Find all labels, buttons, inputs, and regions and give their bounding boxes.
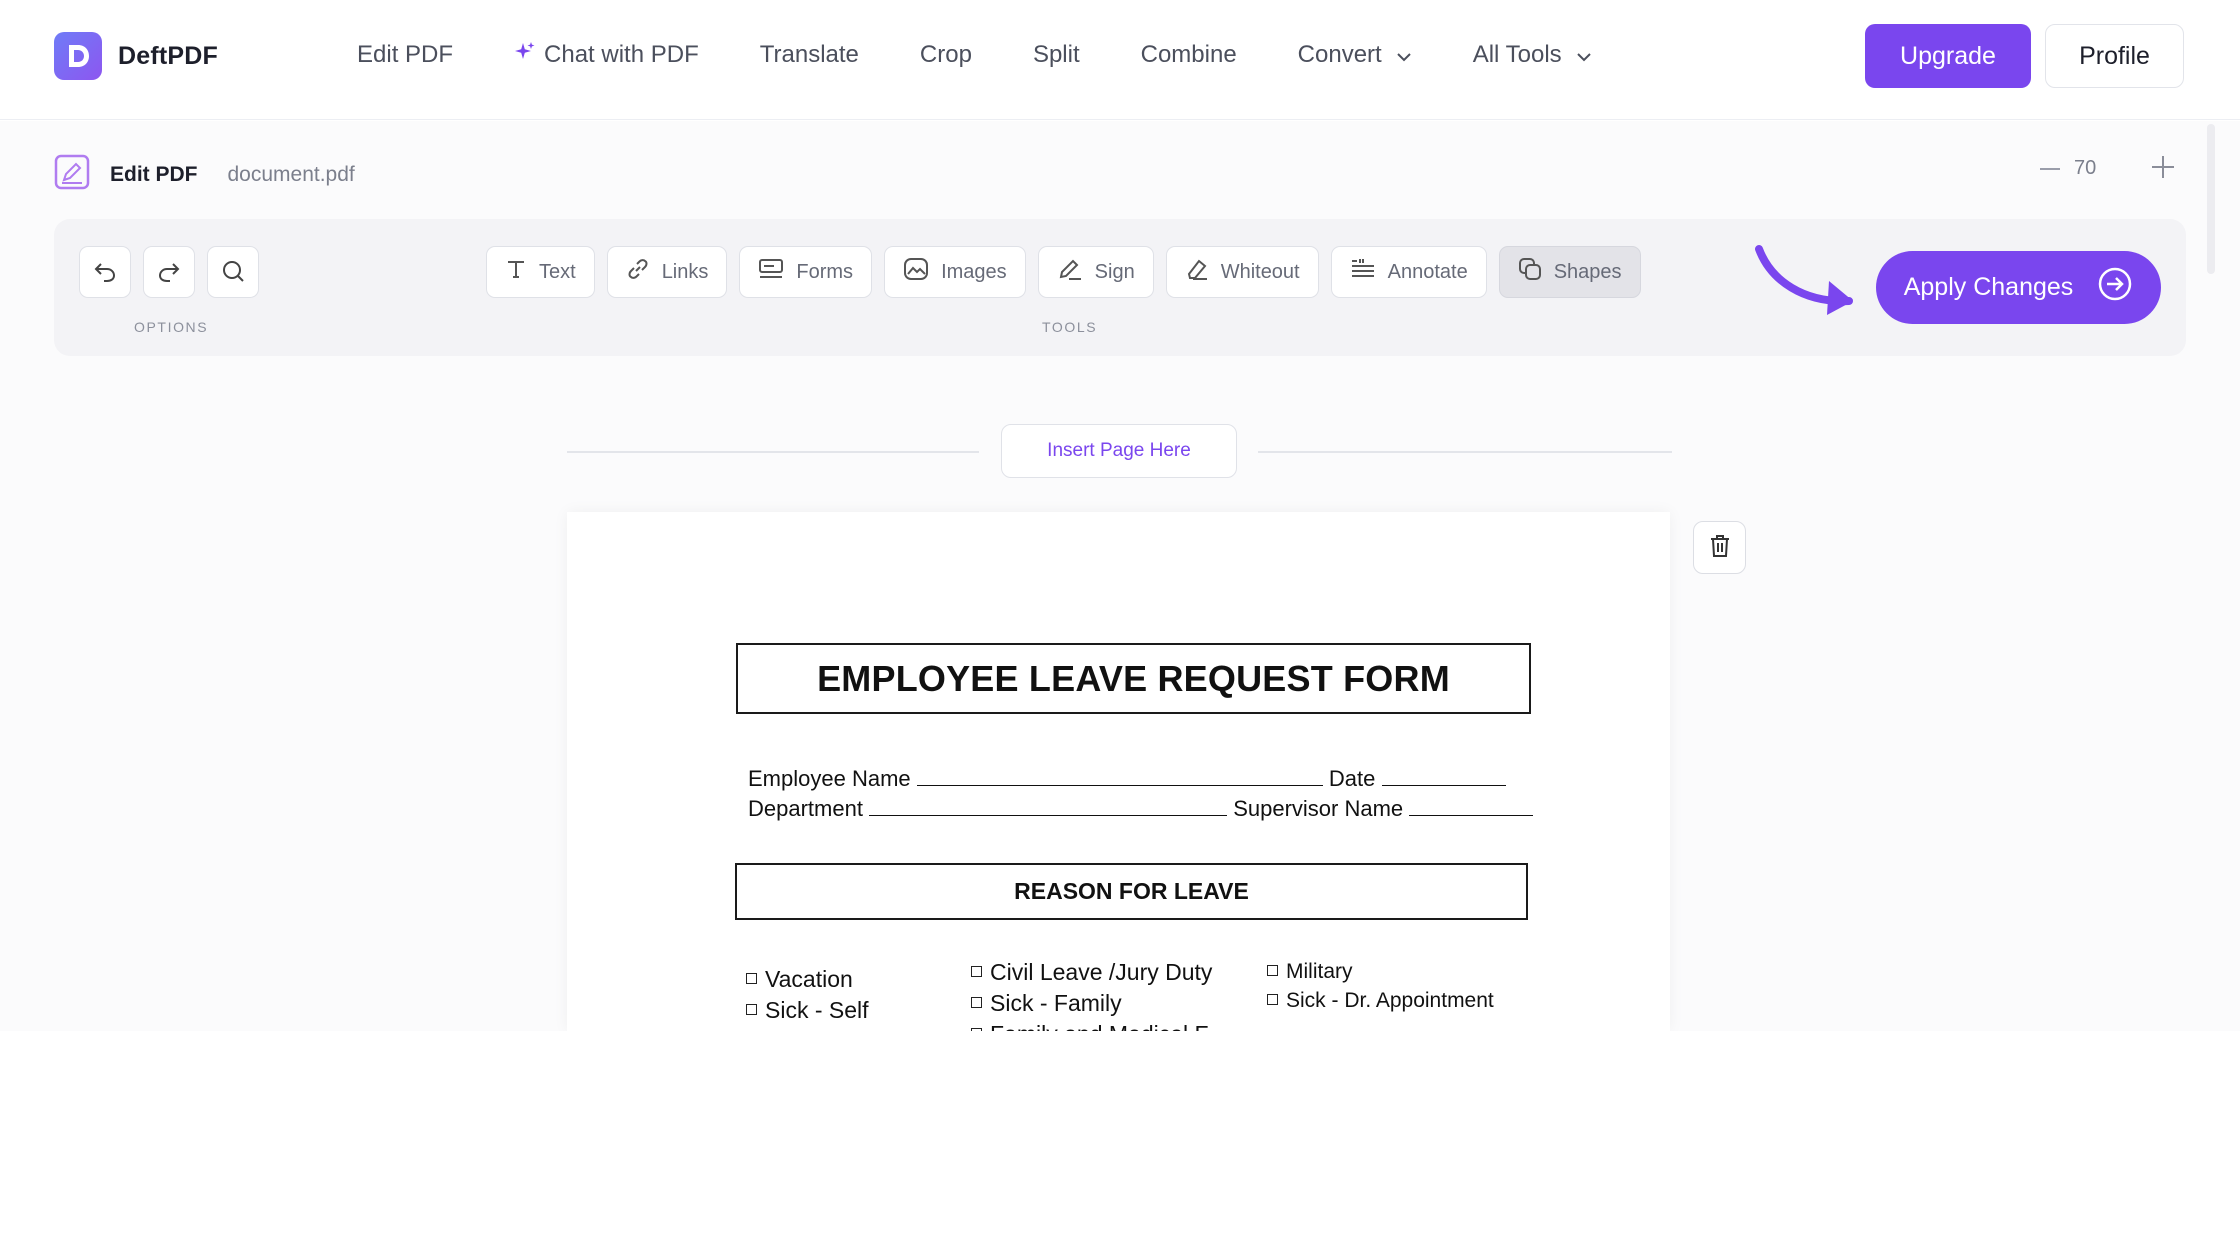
trash-icon (1708, 533, 1732, 562)
edit-pdf-icon (54, 154, 90, 195)
undo-button[interactable] (79, 246, 131, 298)
arrow-right-circle-icon (2097, 266, 2133, 309)
reason-sick-self (746, 997, 869, 1024)
divider-left (567, 451, 979, 453)
editor-toolbar (54, 219, 2186, 356)
reason-label: Vacation (765, 966, 853, 992)
delete-page-button[interactable] (1693, 521, 1746, 574)
reason-sick-family (971, 990, 1122, 1017)
scrollbar[interactable] (2207, 124, 2215, 274)
tool-text[interactable] (486, 246, 595, 298)
tool-label: Annotate (1387, 260, 1468, 283)
divider-right (1258, 451, 1672, 453)
field-label: Employee Name (748, 766, 911, 791)
nav-crop[interactable] (920, 41, 972, 69)
profile-button[interactable]: Profile (2045, 24, 2184, 88)
blank-line (917, 768, 1323, 786)
pen-icon (1057, 257, 1083, 287)
field-label: Date (1328, 766, 1376, 791)
search-icon (220, 258, 246, 287)
nav-label: Crop (919, 41, 972, 68)
page-bottom-area (0, 1031, 2240, 1260)
nav-label: Chat with PDF (544, 41, 699, 68)
redo-icon (156, 258, 182, 287)
undo-icon (92, 258, 118, 287)
tool-label: Sign (1094, 260, 1135, 283)
nav-edit-pdf[interactable] (357, 41, 453, 69)
doc-field-row-2 (748, 796, 1533, 822)
zoom-level: 70 (2074, 157, 2097, 179)
tool-images[interactable] (884, 246, 1026, 298)
tool-sign[interactable] (1038, 246, 1154, 298)
checkbox-icon (1267, 965, 1278, 976)
tool-label: Forms (796, 260, 854, 283)
doc-section-title: REASON FOR LEAVE (735, 863, 1528, 920)
nav-label: Split (1032, 41, 1080, 68)
top-navigation (0, 0, 2240, 120)
reason-civil-leave (971, 959, 1212, 986)
nav-translate[interactable] (760, 41, 859, 69)
nav-label: All Tools (1472, 41, 1562, 68)
zoom-in-button[interactable] (2152, 155, 2176, 179)
tool-list (486, 246, 1641, 298)
search-button[interactable] (207, 246, 259, 298)
nav-convert-dropdown[interactable] (1298, 41, 1412, 69)
nav-combine[interactable] (1141, 41, 1237, 69)
forms-icon (758, 258, 784, 286)
insert-page-button[interactable]: Insert Page Here (1001, 424, 1237, 478)
nav-chat-with-pdf[interactable] (514, 41, 699, 70)
doc-field-row-1 (748, 766, 1506, 792)
editor-breadcrumb (54, 154, 355, 195)
blank-line (1409, 798, 1533, 816)
annotate-icon (1350, 257, 1376, 287)
reason-military (1267, 960, 1353, 984)
sparkle-icon (514, 41, 536, 70)
checkbox-icon (746, 1004, 757, 1015)
file-name: document.pdf (227, 162, 355, 186)
redo-button[interactable] (143, 246, 195, 298)
zoom-control (2040, 157, 2096, 180)
tool-links[interactable] (607, 246, 728, 298)
pointing-arrow-icon (1749, 241, 1869, 326)
reason-label: Civil Leave /Jury Duty (990, 959, 1213, 985)
editor-title: Edit PDF (110, 162, 198, 186)
reason-label: Sick - Dr. Appointment (1286, 989, 1494, 1012)
eraser-icon (1185, 257, 1209, 287)
checkbox-icon (746, 973, 757, 984)
doc-title: EMPLOYEE LEAVE REQUEST FORM (736, 643, 1531, 714)
tools-label: TOOLS (1042, 319, 1098, 335)
nav-all-tools-dropdown[interactable] (1473, 41, 1592, 69)
field-label: Supervisor Name (1233, 796, 1404, 821)
deftpdf-logo-icon (54, 32, 102, 80)
apply-changes-button[interactable] (1876, 251, 2161, 324)
brand-name: DeftPDF (118, 41, 219, 70)
nav-label: Translate (759, 41, 859, 68)
text-icon (505, 258, 527, 286)
tool-shapes[interactable] (1499, 246, 1641, 298)
blank-line (1382, 768, 1506, 786)
reason-label: Military (1286, 960, 1353, 983)
checkbox-icon (1267, 994, 1278, 1005)
tool-label: Whiteout (1220, 260, 1300, 283)
reason-dr-appointment (1267, 989, 1494, 1013)
tool-forms[interactable] (739, 246, 872, 298)
image-icon (903, 257, 929, 287)
checkbox-icon (971, 966, 982, 977)
tool-label: Images (941, 260, 1007, 283)
tool-label: Shapes (1553, 260, 1622, 283)
brand[interactable] (54, 32, 218, 80)
options-label: OPTIONS (134, 319, 209, 335)
apply-changes-label: Apply Changes (1903, 273, 2074, 301)
checkbox-icon (971, 997, 982, 1008)
upgrade-button[interactable]: Upgrade (1865, 24, 2031, 88)
nav-label: Combine (1140, 41, 1237, 68)
reason-vacation (746, 966, 853, 993)
tool-annotate[interactable] (1331, 246, 1487, 298)
field-label: Department (748, 796, 863, 821)
nav-label: Edit PDF (357, 41, 454, 68)
zoom-out-button[interactable] (2040, 168, 2060, 170)
chevron-down-icon (1396, 41, 1412, 69)
pdf-page-preview[interactable] (567, 512, 1670, 1031)
link-icon (626, 257, 650, 287)
reason-label: Sick - Self (765, 997, 869, 1023)
chevron-down-icon (1576, 41, 1592, 69)
nav-split[interactable] (1033, 41, 1080, 69)
shapes-icon (1518, 257, 1542, 287)
tool-label: Links (661, 260, 709, 283)
main-nav (357, 0, 1653, 110)
tool-whiteout[interactable] (1166, 246, 1319, 298)
reason-label: Sick - Family (990, 990, 1122, 1016)
nav-label: Convert (1297, 41, 1382, 68)
tool-label: Text (539, 260, 576, 283)
blank-line (869, 798, 1227, 816)
